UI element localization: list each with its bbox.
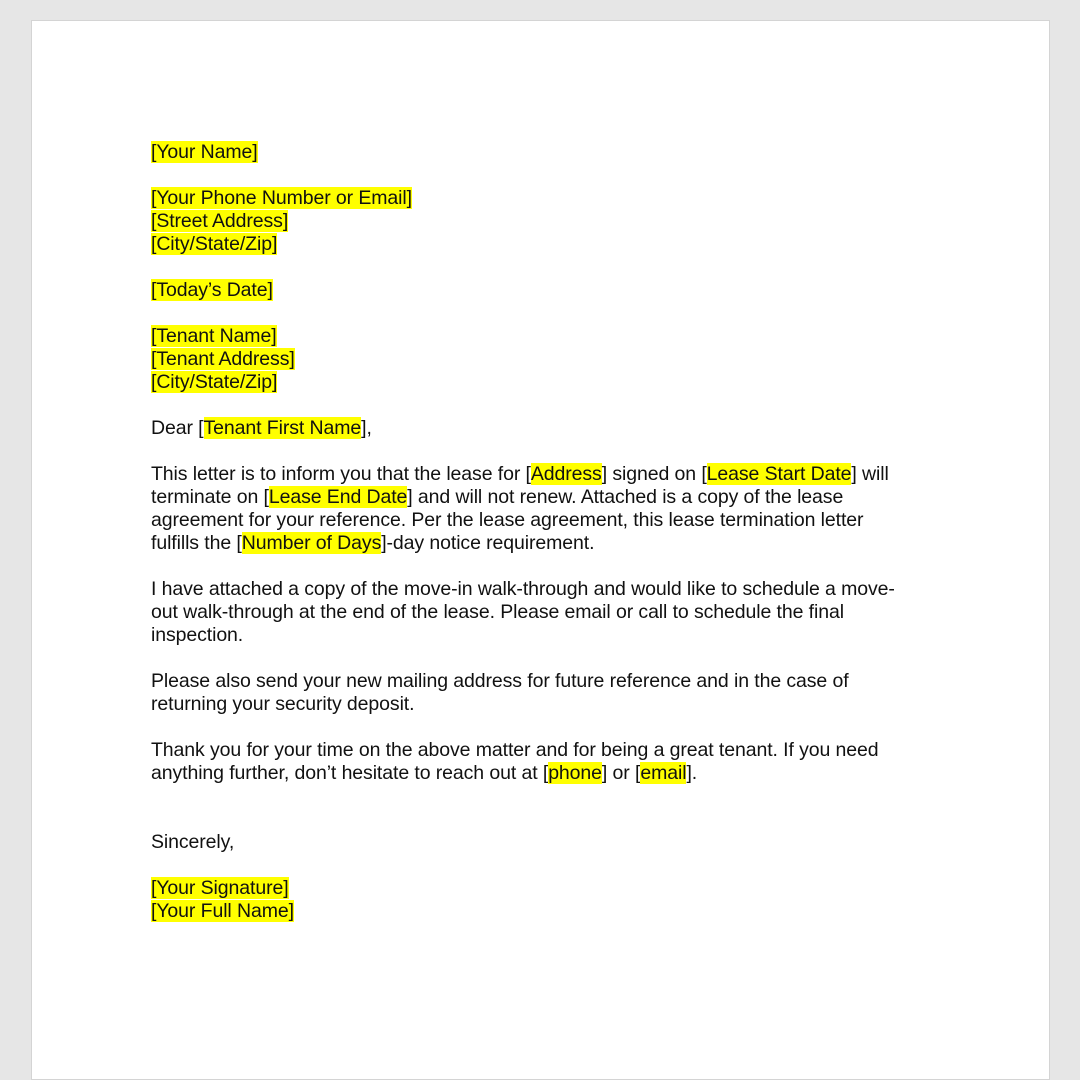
sender-block xyxy=(151,141,931,256)
lease-start-date-placeholder: Lease Start Date xyxy=(706,463,852,485)
sender-contact: [Your Phone Number or Email] xyxy=(151,187,412,209)
paragraph-walk-through: I have attached a copy of the move-in walk-through and would like to schedule a move- out walk-through at the end of the lease. Please email or call to schedule the final inspection. xyxy=(151,578,895,646)
lease-end-date-placeholder: Lease End Date xyxy=(268,486,408,508)
tenant-block xyxy=(151,325,931,394)
letter-body xyxy=(151,141,931,923)
tenant-city: [City/State/Zip] xyxy=(151,371,278,393)
email-placeholder: email xyxy=(640,762,687,784)
paragraph-thank-you: Thank you for your time on the above matter and for being a great tenant. If you need anything further, don’t hesitate to reach out at [phone] or [email]. xyxy=(151,739,879,784)
signature-placeholder: [Your Signature] xyxy=(151,877,289,899)
tenant-name: [Tenant Name] xyxy=(151,325,277,347)
full-name-placeholder: [Your Full Name] xyxy=(151,900,294,922)
letter-date: [Today’s Date] xyxy=(151,279,273,301)
signature-block xyxy=(151,877,931,923)
document-page xyxy=(31,20,1050,1080)
sender-name: [Your Name] xyxy=(151,141,258,163)
paragraph-mailing-address: Please also send your new mailing address for future reference and in the case of returning your security deposit. xyxy=(151,670,849,715)
address-placeholder: Address xyxy=(530,463,602,485)
sender-street: [Street Address] xyxy=(151,210,289,232)
sign-off: Sincerely, xyxy=(151,831,235,853)
sender-city: [City/State/Zip] xyxy=(151,233,278,255)
paragraph-lease-termination: This letter is to inform you that the lease for [Address] signed on [Lease Start Date] will terminate on [Lease End Date] and will not renew. Attached is a copy of the lease agreement for your reference. Per the lease agreement, this lease termination letter fulfills the [Number of Days]-day notice requirement. xyxy=(151,463,889,554)
salutation: Dear [Tenant First Name], xyxy=(151,417,372,439)
phone-placeholder: phone xyxy=(548,762,602,784)
tenant-address: [Tenant Address] xyxy=(151,348,295,370)
number-of-days-placeholder: Number of Days xyxy=(241,532,382,554)
tenant-first-name: Tenant First Name xyxy=(203,417,362,439)
